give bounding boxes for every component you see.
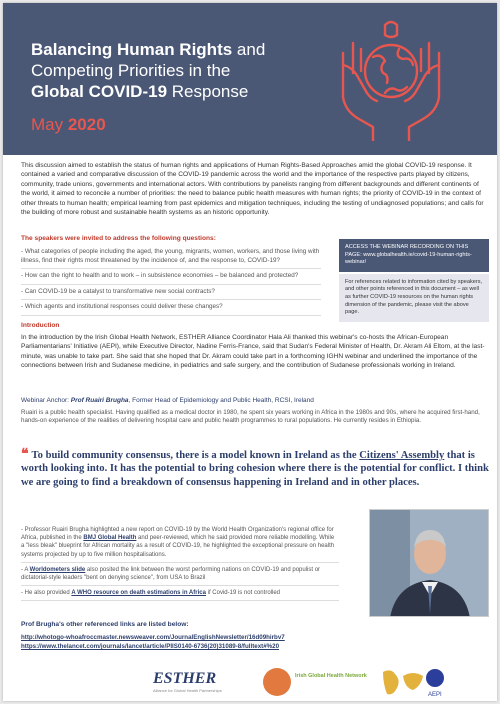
title-line3-rest: Response [167,82,249,101]
header-banner [3,3,497,155]
links-heading: Prof Brugha's other referenced links are listed below: [21,621,189,628]
bullet-text: - A [21,566,30,573]
anchor-bio: Ruairi is a public health specialist. Having qualified as a medical doctor in 1980, he spent six years working in Africa in the 1980s and 90s, where he acquired first-hand, hands-on experience of the realities of delivering hospital care and public health programmes to rural populations. He currently resides in Ethiopia. [21,409,480,425]
intro-paragraph: This discussion aimed to establish the status of human rights and applications of Human Rights-Based Approaches amid the global COVID-19 response. It contained a varied and comparative discussion of the COVID-19 pandemic across the world and the importance of the respective parts played by citizens, community, trade unions, governments and international actors. With contributions by panelists ranging from different backgrounds and different continents of the world, it aimed to reconcile a number of priorities: the need to balance public health measures with human rights; the priority of COVID-19 in the context of other threats to human health; empirical learning from past epidemics and mitigation techniques, including the testing of undiagnosed populations; and calls for the building of more robust and sustainable health systems as an historic opportunity. [21,162,484,217]
date-year: 2020 [67,115,106,134]
bmj-global-health-link[interactable]: BMJ Global Health [83,535,137,542]
title-line3-bold: Global COVID-19 [31,82,168,101]
citizens-assembly-link[interactable]: Citizens' Assembly [359,450,445,461]
introduction-paragraph: In the introduction by the Irish Global Health Network, ESTHER Alliance Coordinator Hala Ali thanked this webinar's co-hosts the African-European Parliamentarians' Initiative (AEPI), while Executive Director, Nadine Ferris-France, said that Sudan's Federal Minister of Health, Dr. Akram Ali Eltom, at the last-minute, was unable to take part. She said that she hoped that Dr. Akram could take part in a forthcoming IGHN webinar and underlined the importance of the connections between Irish and Sudanese medicine, in pediatrics and safe surgery, and the contribution of Sudanese professionals working in Ireland. [21,334,485,370]
esther-logo-text: ESTHER [153,670,217,687]
document-page [3,3,497,701]
sidebar-panel [339,239,489,322]
worldometers-link[interactable]: Worldometers slide [29,566,86,573]
quote-text-2: that is worth looking into. It has the potential to bring cohesion where there is the potential for conflict. I think we are going to find a breakdown of consensus happening in Ireland and in other places. [21,450,489,488]
question-item: - Which agents and institutional responses could deliver these changes? [21,300,321,316]
bullet-text: - Professor Ruairi Brugha highlighted a new report on COVID-19 by the World Health Organization's regional office for Africa, published in the [21,527,334,542]
links-list [21,633,285,651]
title-line1-rest: and [232,40,266,59]
speaker-photo [369,509,489,617]
question-list [21,245,321,316]
reference-link[interactable]: https://www.thelancet.com/journals/lancet/article/PIIS0140-6736(20)31089-8/fulltext#%20 [21,643,280,651]
bullet-text: and peer-reviewed, which he said provided more reliable modelling. While a "less bleak" blueprint for African mortality as a result of COVID-19, he highlighted the exceptional pressure on health systems projected by up to five million hospitalisations. [21,535,335,558]
esther-logo [153,670,222,693]
bullet-text: if Covid-19 is not controlled [205,590,280,597]
bullet-item [21,586,339,601]
quote-text-1: To build community consensus, there is a model known in Ireland as the [31,450,360,461]
bullet-item [21,563,339,586]
bullet-list [21,523,339,601]
pull-quote [21,448,491,489]
anchor-name: Prof Ruairi Brugha [70,397,129,404]
hands-globe-icon [329,13,453,141]
webinar-anchor [21,397,314,404]
references-note: For references related to information cited by speakers, and other points referenced in this document – as well as further COVID-19 resources on the human rights dimension of the pandemic, please visit the above page. [339,274,489,322]
speakers-heading: The speakers were invited to address the following questions: [21,235,216,242]
bullet-text: also posited the link between the worst performing nations on COVID-19 and populist or dictatorial-style leaders "bent on denying science", from USA to Brazil [21,566,321,582]
page-title [31,39,301,102]
date-month: May [31,115,68,134]
question-item: - What categories of people including the aged, the young, migrants, women, workers, and those living with illness, find their rights most threatened by the incidence of, and the response to, COVID-19? [21,245,321,269]
anchor-label: Webinar Anchor: [21,397,71,404]
esther-subtitle: Alliance for Global Health Partnerships [153,688,222,693]
who-resource-link[interactable]: A WHO resource on death estimations in Africa [71,590,206,597]
bullet-text: - He also provided [21,590,72,597]
aepi-logo-icon [377,666,447,698]
aepi-logo-text: AEPI [428,692,442,698]
reference-link[interactable]: http://whotogo-whoafroccmaster.newsweaver.com/JournalEnglishNewsletter/16d09hirbv7 [21,634,285,641]
quote-mark-icon: ❝ [21,447,29,462]
partner-logos [153,666,493,698]
question-item: - Can COVID-19 be a catalyst to transformative new social contracts? [21,285,321,301]
anchor-role: , Former Head of Epidemiology and Public Health, RCSI, Ireland [128,397,314,404]
ighn-logo-icon [263,668,291,696]
question-item: - How can the right to health and to work – in subsistence economies – be balanced and protected? [21,269,321,285]
webinar-recording-link[interactable]: ACCESS THE WEBINAR RECORDING ON THIS PAGE: www.globalhealth.ie/covid-19-human-rights-webinar/ [339,239,489,272]
title-line1-bold: Balancing Human Rights [31,40,233,59]
introduction-heading: Introduction [21,322,60,329]
ighn-logo-text: Irish Global Health Network [295,673,367,679]
publication-date [31,115,106,135]
bullet-item [21,523,339,563]
title-line2: Competing Priorities in the [31,61,231,80]
